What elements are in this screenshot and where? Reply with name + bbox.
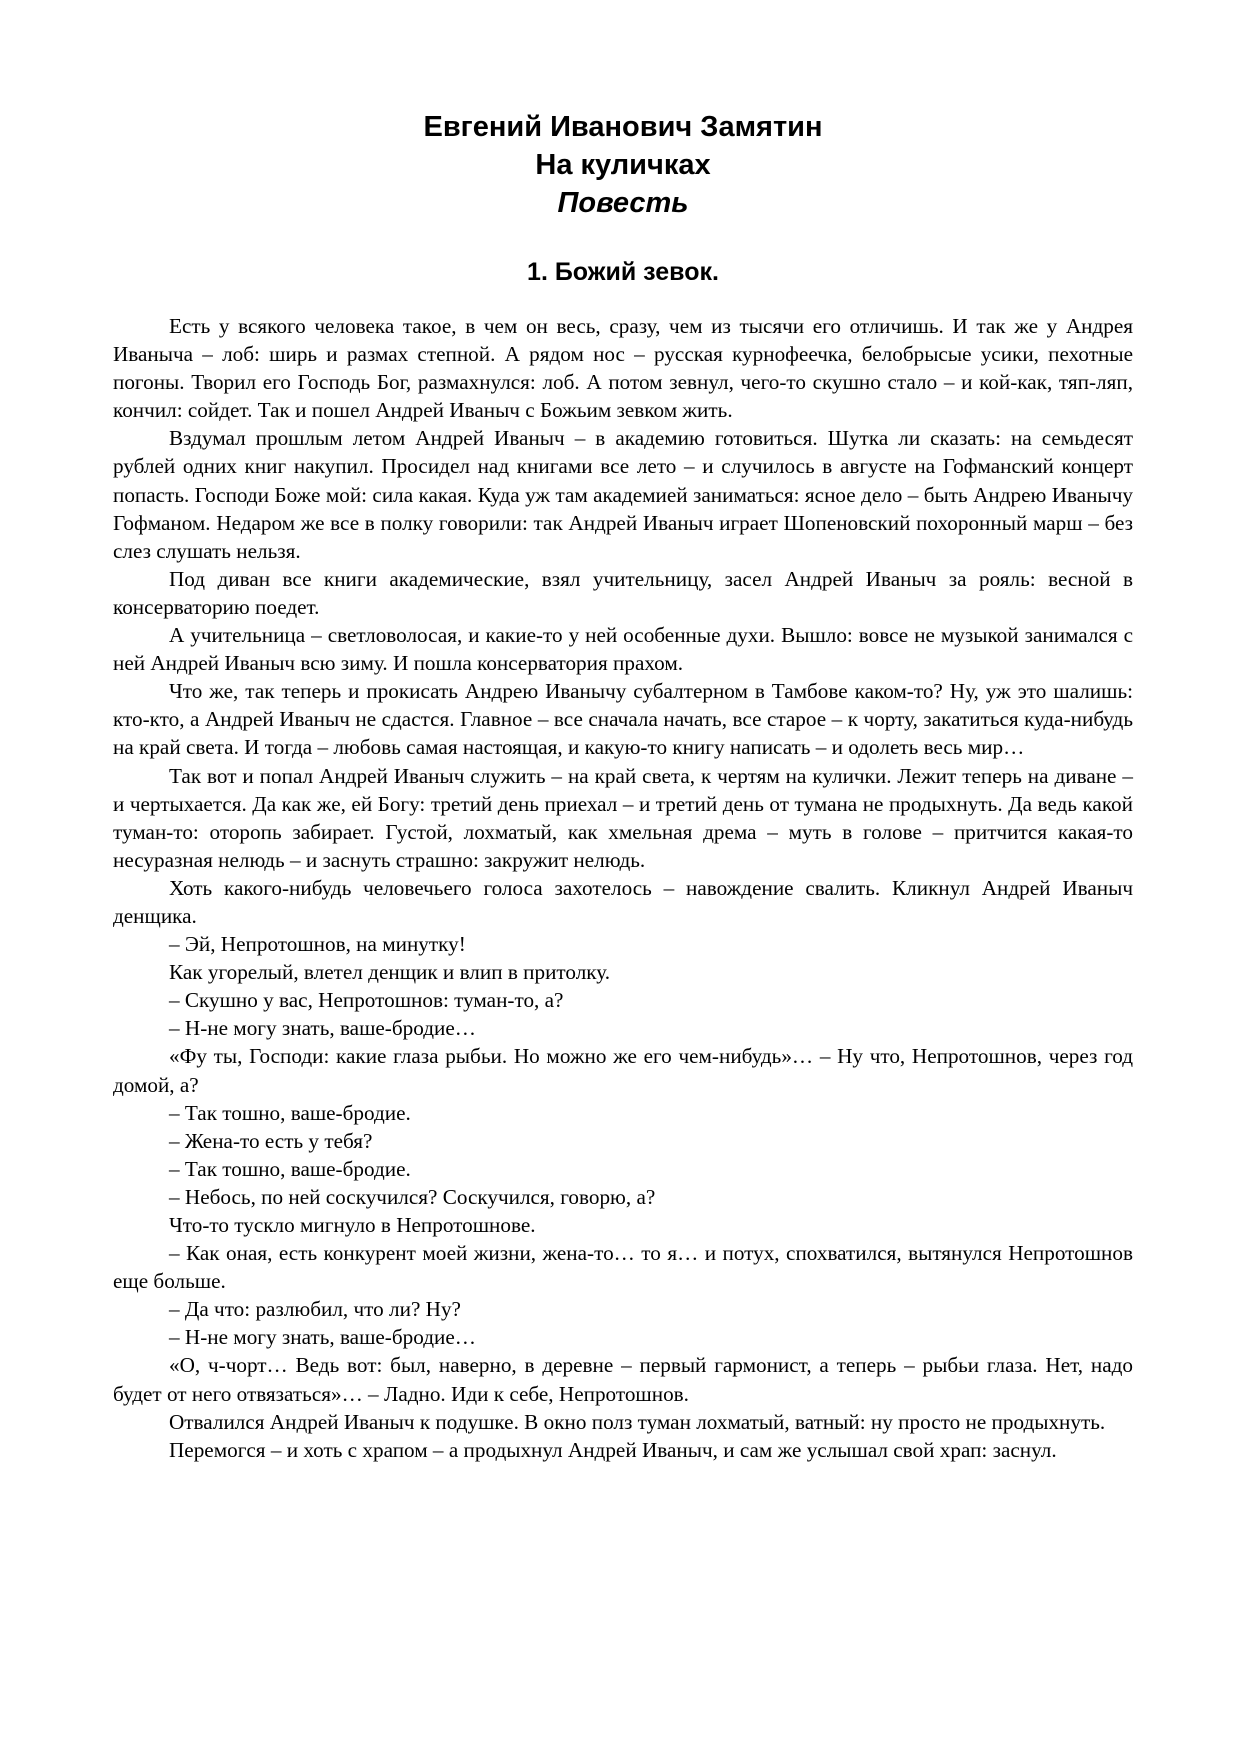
chapter-body — [113, 312, 1133, 1464]
paragraph: Так вот и попал Андрей Иваныч служить – на край света, к чертям на кулички. Лежит теперь на диване – и чертыхается. Да как же, ей Богу: третий день приехал – и третий день от тумана не продыхнуть. Да ведь какой туман-то: оторопь забирает. Густой, лохматый, как хмельная дрема – муть в голове – притчится какая-то несуразная нелюдь – и заснуть страшно: закружит нелюдь. — [113, 763, 1133, 872]
paragraph: Отвалился Андрей Иваныч к подушке. В окно полз туман лохматый, ватный: ну просто не продыхнуть. — [169, 1409, 1106, 1434]
paragraph: Вздумал прошлым летом Андрей Иваныч – в академию готовиться. Шутка ли сказать: на семьдесят рублей одних книг накупил. Просидел над книгами все лето – и случилось в августе на Гофманский концерт попасть. Господи Боже мой: сила какая. Куда уж там академией заниматься: ясное дело – быть Андрею Иванычу Гофманом. Недаром же все в полку говорили: так Андрей Иваныч играет Шопеновский похоронный марш – без слез слушать нельзя. — [113, 426, 1133, 563]
paragraph: Хоть какого-нибудь человечьего голоса захотелось – навождение свалить. Кликнул Андрей Иваныч денщика. — [113, 875, 1133, 928]
dialogue-line: – Так тошно, ваше-бродие. — [169, 1100, 411, 1125]
dialogue-line: – Н-не могу знать, ваше-бродие… — [169, 1325, 476, 1350]
paragraph: Перемогся – и хоть с храпом – а продыхнул Андрей Иваныч, и сам же услышал свой храп: заснул. — [169, 1437, 1057, 1462]
work-genre: Повесть — [557, 187, 689, 219]
author-name: Евгений Иванович Замятин — [423, 111, 823, 143]
dialogue-line: – Как оная, есть конкурент моей жизни, жена-то… то я… и потух, спохватился, вытянулся Непротошнов еще больше. — [113, 1241, 1133, 1294]
dialogue-line: – Небось, по ней соскучился? Соскучился, говорю, а? — [169, 1184, 656, 1209]
paragraph: Под диван все книги академические, взял учительницу, засел Андрей Иваныч за рояль: весной в консерваторию поедет. — [113, 566, 1133, 619]
dialogue-line: – Так тошно, ваше-бродие. — [169, 1156, 411, 1181]
work-title: На куличках — [535, 149, 711, 181]
paragraph: «Фу ты, Господи: какие глаза рыбьи. Но можно же его чем-нибудь»… – Ну что, Непротошнов, через год домой, а? — [113, 1044, 1133, 1097]
chapter-heading: 1. Божий зевок. — [527, 258, 719, 286]
paragraph: Как угорелый, влетел денщик и влип в притолку. — [169, 960, 611, 985]
dialogue-line: – Жена-то есть у тебя? — [169, 1128, 373, 1153]
dialogue-line: – Н-не могу знать, ваше-бродие… — [169, 1016, 476, 1041]
dialogue-line: – Скушно у вас, Непротошнов: туман-то, а? — [169, 988, 564, 1013]
paragraph: Что же, так теперь и прокисать Андрею Иванычу субалтерном в Тамбове каком-то? Ну, уж это шалишь: кто-кто, а Андрей Иваныч не сдастся. Главное – все сначала начать, все старое – к чорту, закатиться куда-нибудь на край света. И тогда – любовь самая настоящая, и какую-то книгу написать – и одолеть весь мир… — [113, 679, 1133, 760]
paragraph: А учительница – светловолосая, и какие-то у ней особенные духи. Вышло: вовсе не музыкой занимался с ней Андрей Иваныч всю зиму. И пошла консерватория прахом. — [113, 623, 1133, 676]
paragraph: «О, ч-чорт… Ведь вот: был, наверно, в деревне – первый гармонист, а теперь – рыбьи глаза. Нет, надо будет от него отвязаться»… – Ладно. Иди к себе, Непротошнов. — [113, 1353, 1133, 1406]
paragraph: Что-то тускло мигнуло в Непротошнове. — [169, 1213, 536, 1237]
document-page — [113, 108, 1133, 1464]
title-block — [113, 108, 1133, 222]
paragraph: Есть у всякого человека такое, в чем он весь, сразу, чем из тысячи его отличишь. И так же у Андрея Иваныча – лоб: ширь и размах степной. А рядом нос – русская курнофеечка, белобрысые усики, пехотные погоны. Творил его Господь Бог, размахнулся: лоб. А потом зевнул, чего-то скушно стало – и кой-как, тяп-ляп, кончил: сойдет. Так и пошел Андрей Иваныч с Божьим зевком жить. — [113, 314, 1133, 423]
dialogue-line: – Да что: разлюбил, что ли? Ну? — [169, 1297, 461, 1322]
dialogue-line: – Эй, Непротошнов, на минутку! — [169, 932, 466, 957]
